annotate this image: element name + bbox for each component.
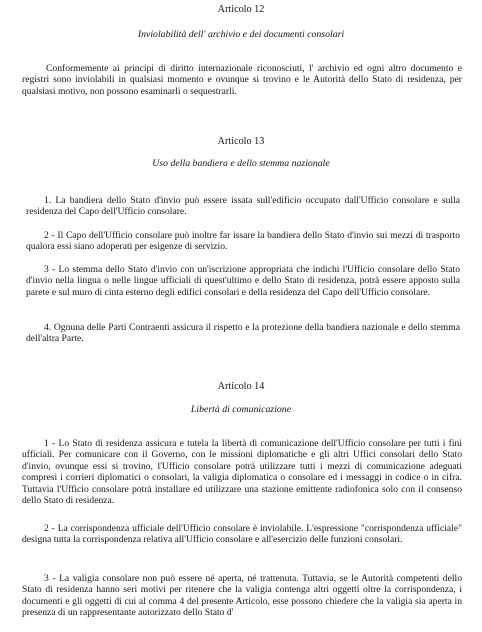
- article-14-paragraph-3: 3 - La valigia consolare non può essere né aperta, né trattenuta. Tuttavia, se le Autorità competenti dello Stato di residenza hanno seri motivi per ritenere che la valigia contenga altri oggetti oltre la corrispondenza, i documenti e gli oggetti di cui al comma 4 del presente Articolo, esse possono chiedere che la valigia sia aperta in presenza di un rappresentante autorizzato dello Stato d': [22, 573, 462, 619]
- article-12-paragraph-1: Conformemente ai principi di diritto internazionale riconosciuti, l' archivio ed ogni altro documento e registri sono inviolabili in qualsiasi momento e ovunque si trovino e le Autorità dello Stato di residenza, per qualsiasi motivo, non possono esaminarli o sequestrarli.: [22, 63, 462, 97]
- article-14-paragraph-1: 1 - Lo Stato di residenza assicura e tutela la libertà di comunicazione dell'Ufficio consolare per tutti i fini ufficiali. Per comunicare con il Governo, con le missioni diplomatiche e gli altri Uffici consolari dello Stato d'invio, ovunque essi si trovino, l'Ufficio consolare potrà utilizzare tutti i mezzi di comunicazione adeguati compresi i corrieri diplomatici o consolari, la valigia diplomatica o consolare ed i messaggi in codice o in cifra. Tuttavia l'Ufficio consolare potrà installare ed utilizzare una stazione emittente radiofonica solo con il consenso dello Stato di residenza.: [22, 438, 462, 507]
- article-12-heading: Articolo 12: [217, 4, 265, 15]
- article-13-heading: Articolo 13: [217, 136, 265, 147]
- article-12-subtitle: Inviolabilità dell' archivio e dei documenti consolari: [137, 29, 345, 40]
- article-13-paragraph-4: 4. Ognuna delle Parti Contraenti assicura il rispetto e la protezione della bandiera nazionale e dello stemma dell'altra Parte.: [26, 322, 460, 345]
- article-13-paragraph-3: 3 - Lo stemma dello Stato d'invio con un'iscrizione appropriata che indichi l'Ufficio consolare dello Stato d'invio nella lingua o nelle lingue ufficiali di quest'ultimo e dello Stato di residenza, potrà essere apposto sulla parete e sul muro di cinta esterno degli edifici consolari e della residenza del Capo dell'Ufficio consolare.: [26, 264, 460, 298]
- article-14-subtitle: Libertà di comunicazione: [190, 404, 292, 415]
- article-13-paragraph-1: 1. La bandiera dello Stato d'invio può essere issata sull'edificio occupato dall'Ufficio consolare e sulla residenza del Capo dell'Ufficio consolare.: [26, 195, 460, 218]
- article-14-heading: Articolo 14: [217, 381, 265, 392]
- article-13-paragraph-2: 2 - Il Capo dell'Ufficio consolare può inoltre far issare la bandiera dello Stato d'invio sui mezzi di trasporto qualora essi siano adoperati per esigenze di servizio.: [26, 230, 460, 253]
- article-13-subtitle: Uso della bandiera e dello stemma nazionale: [152, 158, 330, 169]
- article-14-paragraph-2: 2 - La corrispondenza ufficiale dell'Ufficio consolare è inviolabile. L'espressione "corrispondenza ufficiale" designa tutta la corrispondenza relativa all'Ufficio consolare e all'esercizio delle funzioni consolari.: [22, 523, 462, 546]
